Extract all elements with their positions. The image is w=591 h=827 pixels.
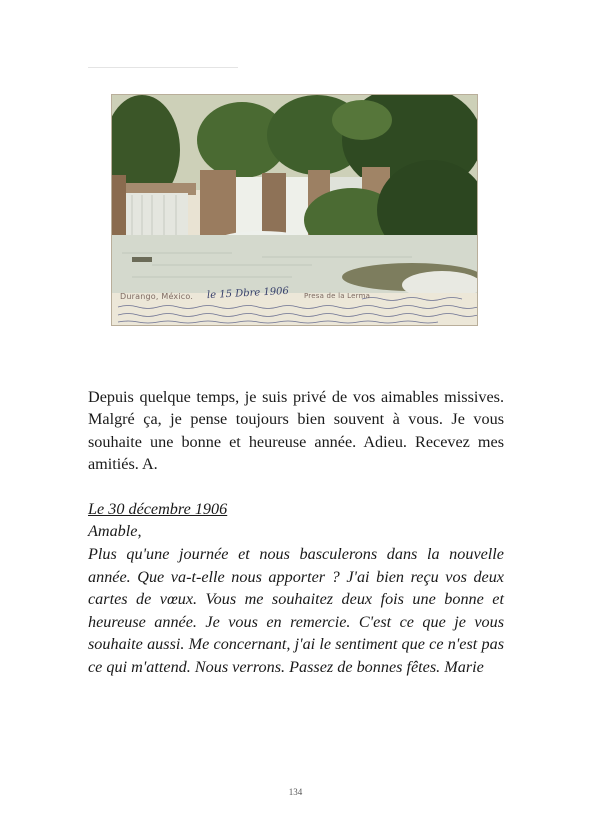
letter-body: Plus qu'une journée et nous basculerons dans la nouvelle année. Que va-t-elle nous apporter ? J'ai bien reçu vos deux cartes de vœux. Vous me souhaitez deux fois une bonne et heureuse année. Je vous en remercie. C'est ce que je vous souhaite aussi. Me concernant, j'ai le sentiment que ce n'est pas ce qui m'attend. Nous verrons. Passez de bonnes fêtes. Marie <box>88 545 504 676</box>
header-rule <box>88 67 238 68</box>
postcard-handwritten-date: le 15 Dbre 1906 <box>206 285 290 302</box>
postcard-location-label: Durango, México. <box>120 292 194 301</box>
page-number: 134 <box>288 787 303 797</box>
letter-date: Le 30 décembre 1906 <box>88 500 228 518</box>
narration-paragraph: Depuis quelque temps, je suis privé de vos aimables missives. Malgré ça, je pense toujours bien souvent à vous. Je vous souhaite une bonne et heureuse année. Adieu. Recevez mes amitiés. A. <box>88 388 504 473</box>
postcard-illustration <box>112 95 477 325</box>
letter-salutation: Amable, <box>88 522 142 540</box>
postcard-place-label: Presa de la Lerma <box>304 292 371 300</box>
postcard-image <box>111 94 478 326</box>
